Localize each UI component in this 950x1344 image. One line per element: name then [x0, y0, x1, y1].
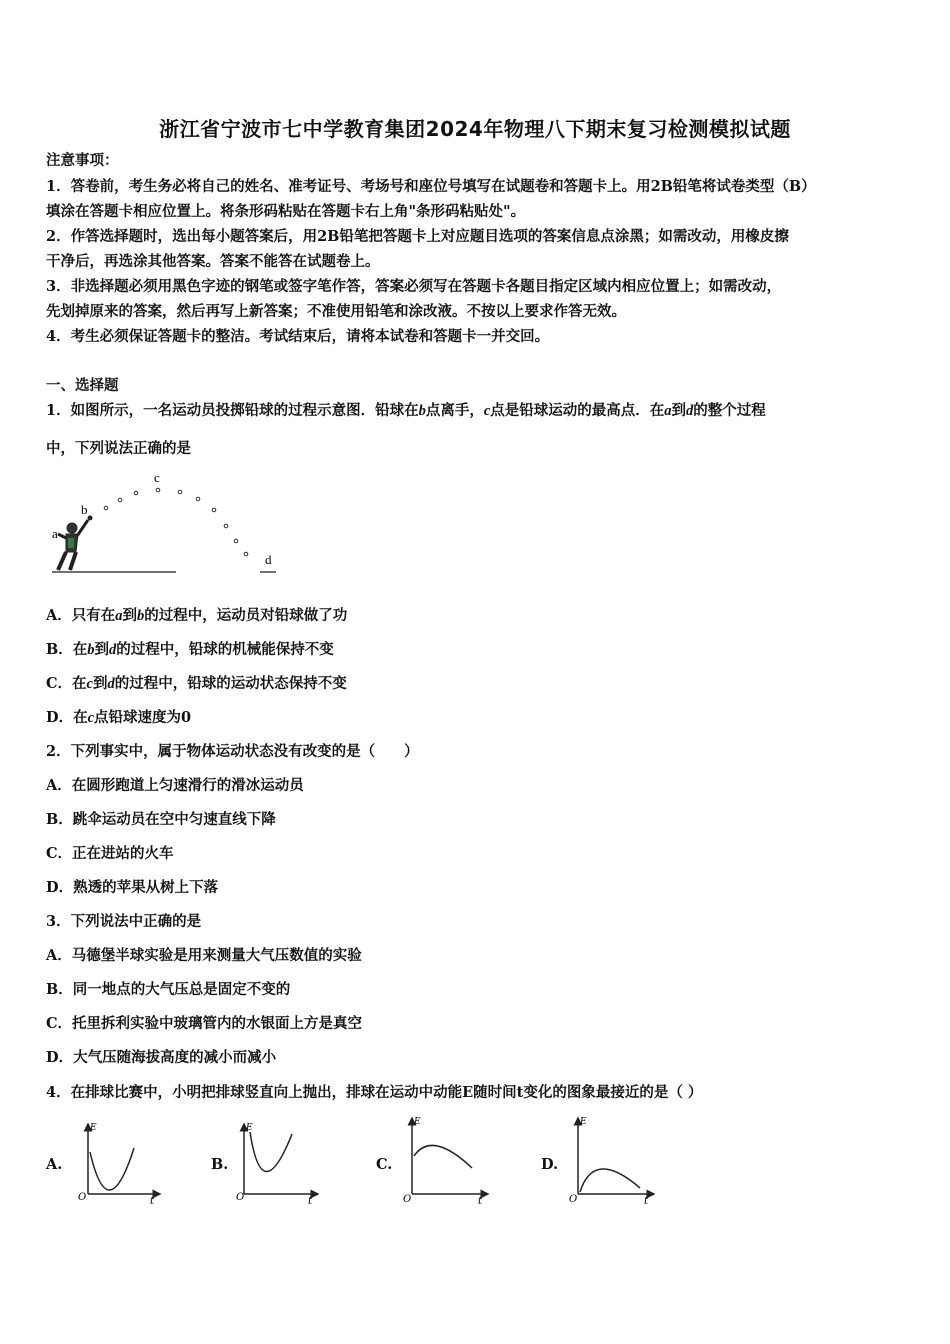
- q3-option: B．同一地点的大气压总是固定不变的: [46, 981, 291, 998]
- q1-stem-line2: 中，下列说法正确的是: [46, 440, 191, 457]
- figure-label-d: d: [265, 552, 272, 567]
- shot-put-figure: [46, 468, 286, 580]
- graph-label-c: C.: [376, 1156, 393, 1173]
- q1-option: A．只有在a到b的过程中，运动员对铅球做了功: [46, 607, 348, 624]
- q2-option: D．熟透的苹果从树上下落: [46, 879, 219, 896]
- notice-line: 1．答卷前，考生务必将自己的姓名、准考证号、考场号和座位号填写在试题卷和答题卡上。用2B铅笔将试卷类型（B）: [46, 178, 816, 195]
- section-heading: 一、选择题: [46, 377, 119, 394]
- figure-label-c: c: [154, 470, 160, 485]
- svg-text:t: t: [478, 1196, 483, 1204]
- q2-option: B．跳伞运动员在空中匀速直线下降: [46, 811, 276, 828]
- svg-text:t: t: [150, 1196, 155, 1204]
- graph-label-a: A.: [46, 1156, 63, 1173]
- q3-option: C．托里拆利实验中玻璃管内的水银面上方是真空: [46, 1015, 363, 1032]
- notice-line: 2．作答选择题时，选出每小题答案后，用2B铅笔把答题卡上对应题目选项的答案信息点涂黑；如需改动，用橡皮擦: [46, 228, 789, 245]
- notice-heading: 注意事项：: [46, 152, 119, 169]
- q1-option: C．在c到d的过程中，铅球的运动状态保持不变: [46, 675, 347, 692]
- q2-stem: 2．下列事实中，属于物体运动状态没有改变的是（ ）: [46, 743, 419, 760]
- q4-stem: 4．在排球比赛中，小明把排球竖直向上抛出，排球在运动中动能E随时间t变化的图象最接近的是（ ）: [46, 1084, 703, 1101]
- q2-option: C．正在进站的火车: [46, 845, 174, 862]
- figure-label-b: b: [81, 502, 88, 517]
- svg-text:t: t: [644, 1196, 649, 1204]
- graph-label-b: B.: [211, 1156, 229, 1173]
- graph-a: [74, 1118, 166, 1204]
- notice-line: 4．考生必须保证答题卡的整洁。考试结束后，请将本试卷和答题卡一并交回。: [46, 328, 550, 345]
- q1-option: D．在c点铅球速度为0: [46, 709, 192, 726]
- q1-stem-line1: 1．如图所示，一名运动员投掷铅球的过程示意图．铅球在b点离手，c点是铅球运动的最高点．在a到d的整个过程: [46, 402, 766, 419]
- q2-option: A．在圆形跑道上匀速滑行的滑冰运动员: [46, 777, 304, 794]
- svg-text:O: O: [569, 1194, 578, 1204]
- graph-b: [236, 1118, 328, 1204]
- svg-text:t: t: [308, 1196, 313, 1204]
- notice-line: 先划掉原来的答案，然后再写上新答案；不准使用铅笔和涂改液。不按以上要求作答无效。: [46, 303, 626, 320]
- svg-text:E: E: [90, 1123, 97, 1133]
- notice-line: 3．非选择题必须用黑色字迹的钢笔或签字笔作答，答案必须写在答题卡各题目指定区域内相应位置上；如需改动，: [46, 278, 782, 295]
- notice-line: 干净后，再选涂其他答案。答案不能答在试题卷上。: [46, 253, 380, 270]
- svg-text:E: E: [246, 1123, 253, 1133]
- q3-stem: 3．下列说法中正确的是: [46, 913, 202, 930]
- graph-label-d: D.: [541, 1156, 559, 1173]
- q1-option: B．在b到d的过程中，铅球的机械能保持不变: [46, 641, 334, 658]
- svg-text:O: O: [403, 1194, 412, 1204]
- svg-text:E: E: [580, 1117, 587, 1127]
- q3-option: D．大气压随海拔高度的减小而减小: [46, 1049, 277, 1066]
- notice-line: 填涂在答题卡相应位置上。将条形码粘贴在答题卡右上角"条形码粘贴处"。: [46, 203, 526, 220]
- svg-text:O: O: [236, 1192, 245, 1203]
- graph-c: [402, 1112, 494, 1204]
- page-title: 浙江省宁波市七中学教育集团2024年物理八下期末复习检测模拟试题: [159, 117, 791, 141]
- graph-d: [568, 1112, 660, 1204]
- figure-label-a: a: [52, 526, 58, 541]
- svg-text:O: O: [78, 1192, 87, 1203]
- q3-option: A．马德堡半球实验是用来测量大气压数值的实验: [46, 947, 362, 964]
- athlete-figure: [58, 520, 88, 570]
- svg-text:E: E: [414, 1117, 421, 1127]
